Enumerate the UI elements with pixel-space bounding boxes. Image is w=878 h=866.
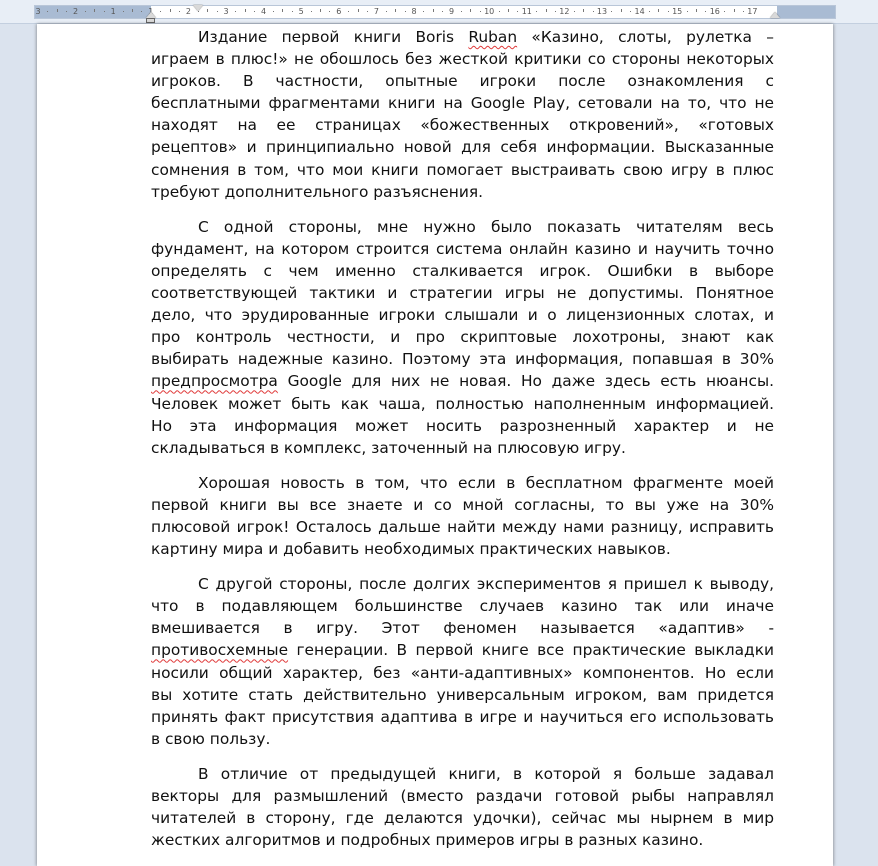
right-indent-marker[interactable]	[770, 12, 780, 18]
paragraph-line: читателей в сторону, где делаются удочки), сейчас мы нырнем в мир	[151, 809, 774, 828]
ruler-tick	[621, 9, 622, 12]
paragraph-line: противосхемные генерации. В первой книге все практические выкладки	[151, 641, 774, 660]
ruler-dot	[555, 11, 556, 12]
ruler-right-margin	[777, 6, 835, 18]
paragraph[interactable]	[151, 763, 774, 851]
ruler-number: 8	[411, 7, 417, 16]
ruler-tick	[696, 9, 697, 12]
ruler-dot	[292, 11, 293, 12]
ruler-dot	[668, 11, 669, 12]
ruler-tick	[358, 9, 359, 12]
ruler-number: 12	[559, 7, 570, 16]
paragraph-line: предпросмотра Google для них не новая. Но даже здесь есть нюансы.	[151, 372, 774, 391]
ruler-tick	[583, 9, 584, 12]
ruler-tick	[470, 9, 471, 12]
ruler-dot	[517, 11, 518, 12]
ruler-dot	[235, 11, 236, 12]
paragraph-line: принять факт присутствия адаптива в игре и научиться его использовать	[151, 707, 774, 726]
ruler-tick	[734, 9, 735, 12]
paragraph-line: в свою пользу.	[151, 729, 271, 748]
ruler-number: 5	[298, 7, 304, 16]
ruler-number: 13	[596, 7, 608, 16]
ruler-tick	[207, 9, 208, 12]
paragraph-line: определять с чем именно сталкивается игрок. Ошибки в выборе	[151, 261, 774, 280]
ruler-number: 14	[634, 7, 645, 16]
ruler-number: 2	[73, 7, 79, 16]
ruler-dot	[104, 11, 105, 12]
first-line-indent-marker[interactable]	[193, 5, 203, 11]
ruler-tick	[320, 9, 321, 12]
horizontal-ruler[interactable]	[0, 0, 878, 24]
ruler-tick	[395, 9, 396, 12]
paragraph-line: игроков. В частности, опытные игроки после ознакомления с	[151, 72, 774, 91]
ruler-number: 6	[336, 7, 342, 16]
paragraph-line: что в подавляющем большинстве случаев казино так или иначе	[151, 597, 774, 616]
paragraph-line: вмешивается в игру. Этот феномен называется «адаптив» -	[151, 619, 774, 638]
ruler-dot	[254, 11, 255, 12]
ruler-dot	[536, 11, 537, 12]
ruler-tick	[658, 9, 659, 12]
ruler-tick	[546, 9, 547, 12]
paragraph-line: складываться в комплекс, заточенный на плюсовую игру.	[151, 438, 626, 457]
ruler-number: 15	[672, 7, 683, 16]
ruler-dot	[47, 11, 48, 12]
ruler-dot	[743, 11, 744, 12]
ruler-dot	[198, 11, 199, 12]
ruler-dot	[687, 11, 688, 12]
ruler-number: 2	[185, 7, 191, 16]
spelling-error-underline[interactable]: Ruban	[468, 28, 518, 46]
ruler-dot	[66, 11, 67, 12]
paragraph[interactable]	[151, 573, 774, 750]
ruler-dot	[386, 11, 387, 12]
ruler-dot	[724, 11, 725, 12]
paragraph-line: плюсовой игрок! Осталось дальше найти между нами разницу, исправить	[151, 517, 774, 536]
ruler-dot	[499, 11, 500, 12]
ruler-tick	[508, 9, 509, 12]
document-page[interactable]	[37, 24, 833, 866]
paragraph-line: требуют дополнительного разъяснения.	[151, 182, 483, 201]
ruler-dot	[217, 11, 218, 12]
paragraph-line: Человек может быть как чаша, полностью наполненным информацией.	[151, 394, 774, 413]
ruler-dot	[348, 11, 349, 12]
paragraph-line: жестких алгоритмов и подробных примеров игры в разных казино.	[151, 831, 704, 850]
ruler-dot	[630, 11, 631, 12]
ruler-dot	[123, 11, 124, 12]
spelling-error-underline[interactable]: противосхемные	[151, 641, 289, 660]
paragraph-line: соответствующей тактики и стратегии игры не допустимы. Понятное	[151, 284, 774, 303]
paragraph-line: носили общий характер, без «анти-адаптивных» компонентов. Но если	[151, 663, 774, 682]
ruler-dot	[405, 11, 406, 12]
ruler-tick	[170, 9, 171, 12]
paragraph-line: Но эта информация может носить разрозненный характер и не	[151, 416, 774, 435]
ruler-dot	[593, 11, 594, 12]
ruler-number: 3	[223, 7, 229, 16]
ruler-dot	[329, 11, 330, 12]
paragraph-line: Хорошая новость в том, что если в бесплатном фрагменте моей	[198, 473, 774, 492]
ruler-tick	[245, 9, 246, 12]
ruler-dot	[480, 11, 481, 12]
ruler-number: 1	[148, 7, 154, 16]
ruler-dot	[423, 11, 424, 12]
ruler-number: 3	[35, 7, 41, 16]
paragraph-line: рецептов» и принципиально новой для себя информации. Высказанные	[151, 138, 774, 157]
ruler-tick	[282, 9, 283, 12]
paragraph[interactable]	[151, 472, 774, 560]
ruler-dot	[160, 11, 161, 12]
paragraph-line: бесплатными фрагментами книги на Google Play, сетовали на то, что не	[151, 94, 774, 113]
paragraph-line: выбирать надежные казино. Поэтому эта информация, попавшая в 30%	[151, 350, 774, 369]
ruler-dot	[367, 11, 368, 12]
ruler-number: 7	[373, 7, 379, 16]
ruler-dot	[141, 11, 142, 12]
ruler-dot	[649, 11, 650, 12]
ruler-tick	[132, 9, 133, 12]
spelling-error-underline[interactable]: предпросмотра	[151, 372, 278, 391]
paragraph-line: В отличие от предыдущей книги, в которой я больше задавал	[198, 764, 774, 783]
ruler-number: 4	[261, 7, 267, 16]
ruler-dot	[461, 11, 462, 12]
ruler-left-margin	[35, 6, 154, 18]
ruler-number: 16	[709, 7, 720, 16]
paragraph-line: картину мира и добавить необходимых практических навыков.	[151, 540, 671, 559]
paragraph-line: про контроль честности, и про скриптовые лохотроны, знают как	[151, 328, 774, 347]
ruler-dot	[273, 11, 274, 12]
ruler-tick	[94, 9, 95, 12]
paragraph-line: вы хотите стать действительно универсальным игроком, вам придется	[151, 685, 774, 704]
ruler-dot	[574, 11, 575, 12]
paragraph-line: С одной стороны, мне нужно было показать читателям весь	[198, 217, 774, 236]
ruler-tick	[433, 9, 434, 12]
paragraph-line: дело, что эрудированные игроки слышали и о лицензионных слотах, и	[151, 306, 774, 325]
ruler-number: 11	[521, 7, 532, 16]
ruler-number: 9	[449, 7, 455, 16]
paragraph-line: играем в плюс!» не обошлось без жесткой критики со стороны некоторых	[151, 50, 774, 69]
paragraph-line: сомнения в том, что мои книги помогает выстраивать свою игру в плюс	[151, 160, 774, 179]
ruler-dot	[705, 11, 706, 12]
ruler-dot	[611, 11, 612, 12]
ruler-dot	[442, 11, 443, 12]
paragraph[interactable]	[151, 216, 774, 459]
document-body[interactable]	[151, 26, 774, 864]
paragraph-line: Издание первой книги Boris Ruban «Казино, слоты, рулетка –	[198, 28, 774, 46]
paragraph-line: С другой стороны, после долгих экспериментов я пришел к выводу,	[198, 575, 774, 594]
paragraph-line: векторы для размышлений (вместо раздачи готовой рыбы направлял	[151, 787, 774, 805]
ruler-tick	[57, 9, 58, 12]
paragraph-line: фундамент, на котором строится система онлайн казино и научить точно	[151, 239, 774, 258]
paragraph[interactable]	[151, 26, 774, 203]
ruler-number: 10	[484, 7, 495, 16]
ruler-dot	[85, 11, 86, 12]
paragraph-line: первой книги вы все знаете и со мной согласны, то вы уже на 30%	[151, 495, 774, 514]
ruler-dot	[311, 11, 312, 12]
left-indent-marker[interactable]	[146, 18, 155, 23]
paragraph-line: находят на ее страницах «божественных откровений», «готовых	[151, 116, 774, 135]
ruler-dot	[179, 11, 180, 12]
ruler-number: 1	[110, 7, 116, 16]
ruler-number: 17	[747, 7, 758, 16]
